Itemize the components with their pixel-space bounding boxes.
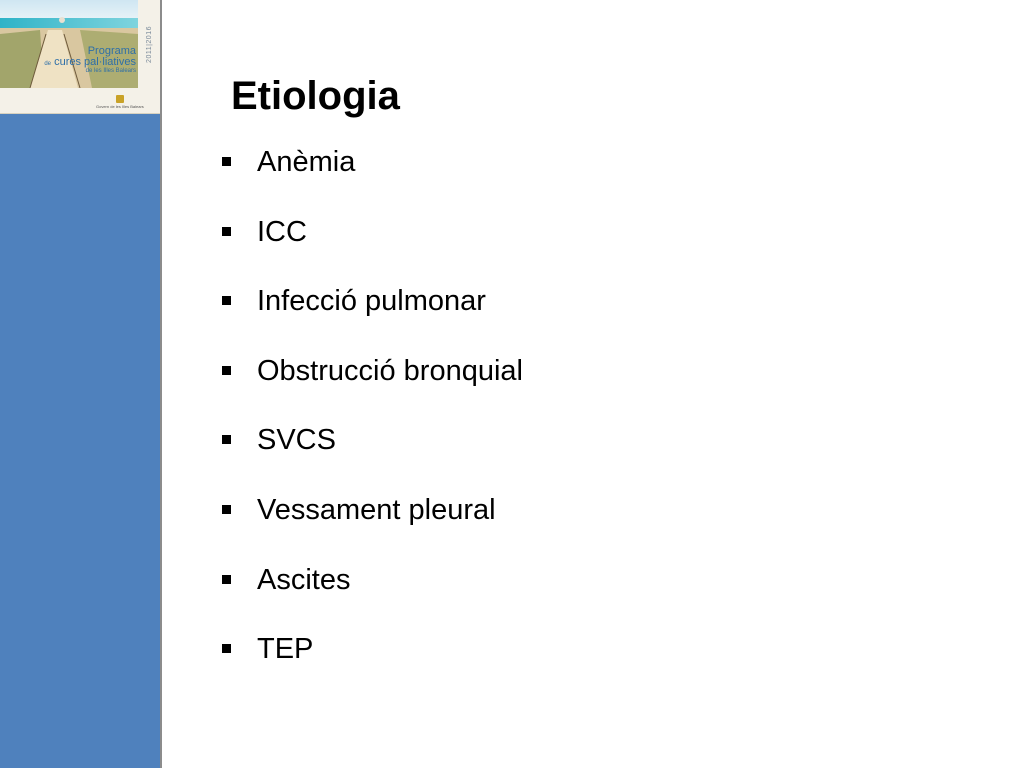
slide-title: Etiologia bbox=[231, 74, 400, 118]
blue-sidebar-bar bbox=[0, 114, 160, 768]
list-item bbox=[222, 354, 523, 424]
list-item bbox=[222, 632, 523, 702]
square-bullet-icon bbox=[222, 366, 231, 375]
program-line1: Programa bbox=[87, 45, 136, 57]
square-bullet-icon bbox=[222, 575, 231, 584]
square-bullet-icon bbox=[222, 296, 231, 305]
square-bullet-icon bbox=[222, 227, 231, 236]
square-bullet-icon bbox=[222, 644, 231, 653]
bullet-text: Obstrucció bronquial bbox=[257, 354, 523, 387]
program-line2-prefix: de bbox=[44, 61, 52, 67]
program-line2 bbox=[44, 57, 136, 68]
beach-photo bbox=[0, 0, 138, 88]
list-item bbox=[222, 145, 523, 215]
bullet-text: Ascites bbox=[257, 563, 351, 596]
list-item bbox=[222, 563, 523, 633]
left-decorative-panel bbox=[0, 0, 162, 768]
list-item bbox=[222, 493, 523, 563]
vertical-divider bbox=[160, 0, 162, 768]
bullet-text: Vessament pleural bbox=[257, 493, 496, 526]
program-line3: de les Illes Balears bbox=[85, 68, 136, 74]
bullet-text: SVCS bbox=[257, 424, 336, 457]
list-item bbox=[222, 215, 523, 285]
bullet-text: Anèmia bbox=[257, 146, 356, 178]
program-line2-main: cures pal·liatives bbox=[54, 56, 136, 68]
government-label: Govern de les Illes Balears bbox=[96, 104, 144, 109]
crest-icon bbox=[116, 95, 124, 103]
list-item bbox=[222, 284, 523, 354]
bullet-list bbox=[222, 145, 523, 702]
program-title bbox=[44, 46, 136, 74]
list-item bbox=[222, 423, 523, 493]
years-strip bbox=[138, 0, 160, 88]
program-logo bbox=[0, 0, 160, 114]
years-text: 2011|2016 bbox=[145, 25, 153, 63]
square-bullet-icon bbox=[222, 505, 231, 514]
bullet-text: ICC bbox=[257, 215, 307, 248]
square-bullet-icon bbox=[222, 435, 231, 444]
square-bullet-icon bbox=[222, 157, 231, 166]
bullet-text: TEP bbox=[257, 633, 314, 666]
bullet-text: Infecció pulmonar bbox=[257, 285, 486, 318]
